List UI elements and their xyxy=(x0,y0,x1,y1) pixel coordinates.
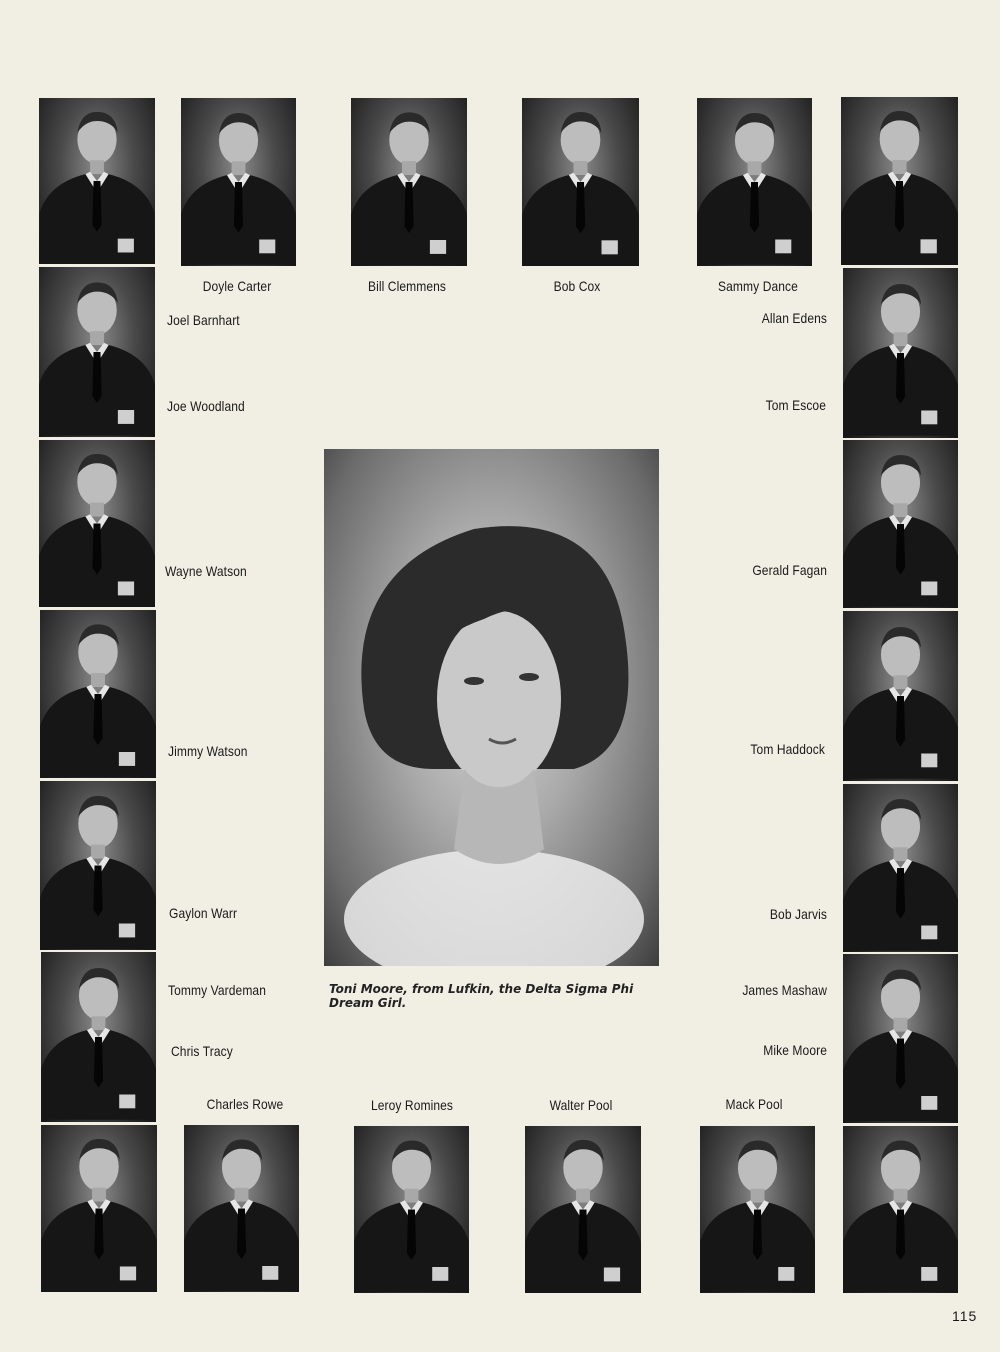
name-sammy-dance: Sammy Dance xyxy=(718,278,798,294)
feature-portrait-image xyxy=(324,449,659,966)
portrait-image xyxy=(39,267,155,437)
portrait-image xyxy=(40,610,156,778)
portrait-image xyxy=(522,98,639,266)
feature-portrait xyxy=(324,449,659,966)
portrait-wayne-watson xyxy=(39,440,155,607)
name-tommy-vardeman: Tommy Vardeman xyxy=(168,982,267,998)
portrait-image xyxy=(843,440,958,608)
page-number: 115 xyxy=(952,1308,978,1324)
portrait-image xyxy=(39,98,155,264)
portrait-allan-edens xyxy=(843,268,958,438)
name-gaylon-warr: Gaylon Warr xyxy=(169,905,238,921)
portrait-tommy-vardeman xyxy=(41,952,156,1122)
name-gerald-fagan: Gerald Fagan xyxy=(752,562,827,578)
portrait-doyle-carter xyxy=(181,98,296,266)
portrait-bob-cox xyxy=(522,98,639,266)
name-mack-pool: Mack Pool xyxy=(725,1096,783,1112)
portrait-gerald-fagan xyxy=(843,440,958,608)
portrait-mack-pool xyxy=(700,1126,815,1293)
portrait-james-mashaw xyxy=(843,954,958,1123)
portrait-image xyxy=(843,268,958,438)
name-joel-barnhart: Joel Barnhart xyxy=(167,312,240,328)
name-walter-pool: Walter Pool xyxy=(549,1097,613,1113)
portrait-leroy-romines xyxy=(354,1126,469,1293)
name-leroy-romines: Leroy Romines xyxy=(370,1097,454,1113)
name-charles-rowe: Charles Rowe xyxy=(206,1096,284,1112)
name-bill-clemmens: Bill Clemmens xyxy=(367,278,447,294)
portrait-bob-jarvis xyxy=(843,784,958,952)
portrait-walter-pool xyxy=(525,1126,641,1293)
portrait-gaylon-warr xyxy=(40,781,156,950)
portrait-joel-barnhart xyxy=(39,267,155,437)
portrait-image xyxy=(351,98,467,266)
portrait-image xyxy=(41,952,156,1122)
portrait-image xyxy=(354,1126,469,1293)
portrait-bottom-left xyxy=(41,1125,157,1292)
portrait-charles-rowe xyxy=(184,1125,299,1292)
name-allan-edens: Allan Edens xyxy=(761,310,827,326)
portrait-image xyxy=(41,1125,157,1292)
portrait-image xyxy=(184,1125,299,1292)
portrait-sammy-dance xyxy=(697,98,812,266)
portrait-image xyxy=(843,611,958,781)
portrait-image xyxy=(39,440,155,607)
portrait-bill-clemmens xyxy=(351,98,467,266)
name-james-mashaw: James Mashaw xyxy=(742,982,827,998)
portrait-image xyxy=(841,97,958,265)
name-jimmy-watson: Jimmy Watson xyxy=(168,743,248,759)
portrait-bottom-right xyxy=(843,1126,958,1293)
feature-caption: Toni Moore, from Lufkin, the Delta Sigma Phi Dream Girl. xyxy=(329,982,634,1010)
portrait-image xyxy=(843,954,958,1123)
portrait-image xyxy=(843,1126,958,1293)
name-wayne-watson: Wayne Watson xyxy=(165,563,247,579)
name-tom-escoe: Tom Escoe xyxy=(765,397,826,413)
portrait-image xyxy=(700,1126,815,1293)
portrait-top-1 xyxy=(39,98,155,264)
portrait-top-6 xyxy=(841,97,958,265)
portrait-image xyxy=(181,98,296,266)
name-mike-moore: Mike Moore xyxy=(763,1042,827,1058)
portrait-image xyxy=(697,98,812,266)
name-chris-tracy: Chris Tracy xyxy=(171,1043,233,1059)
portrait-image xyxy=(843,784,958,952)
portrait-jimmy-watson xyxy=(40,610,156,778)
name-bob-cox: Bob Cox xyxy=(553,278,601,294)
name-joe-woodland: Joe Woodland xyxy=(167,398,245,414)
name-tom-haddock: Tom Haddock xyxy=(750,741,825,757)
name-doyle-carter: Doyle Carter xyxy=(202,278,272,294)
portrait-image xyxy=(40,781,156,950)
portrait-tom-haddock xyxy=(843,611,958,781)
portrait-image xyxy=(525,1126,641,1293)
name-bob-jarvis: Bob Jarvis xyxy=(769,906,827,922)
